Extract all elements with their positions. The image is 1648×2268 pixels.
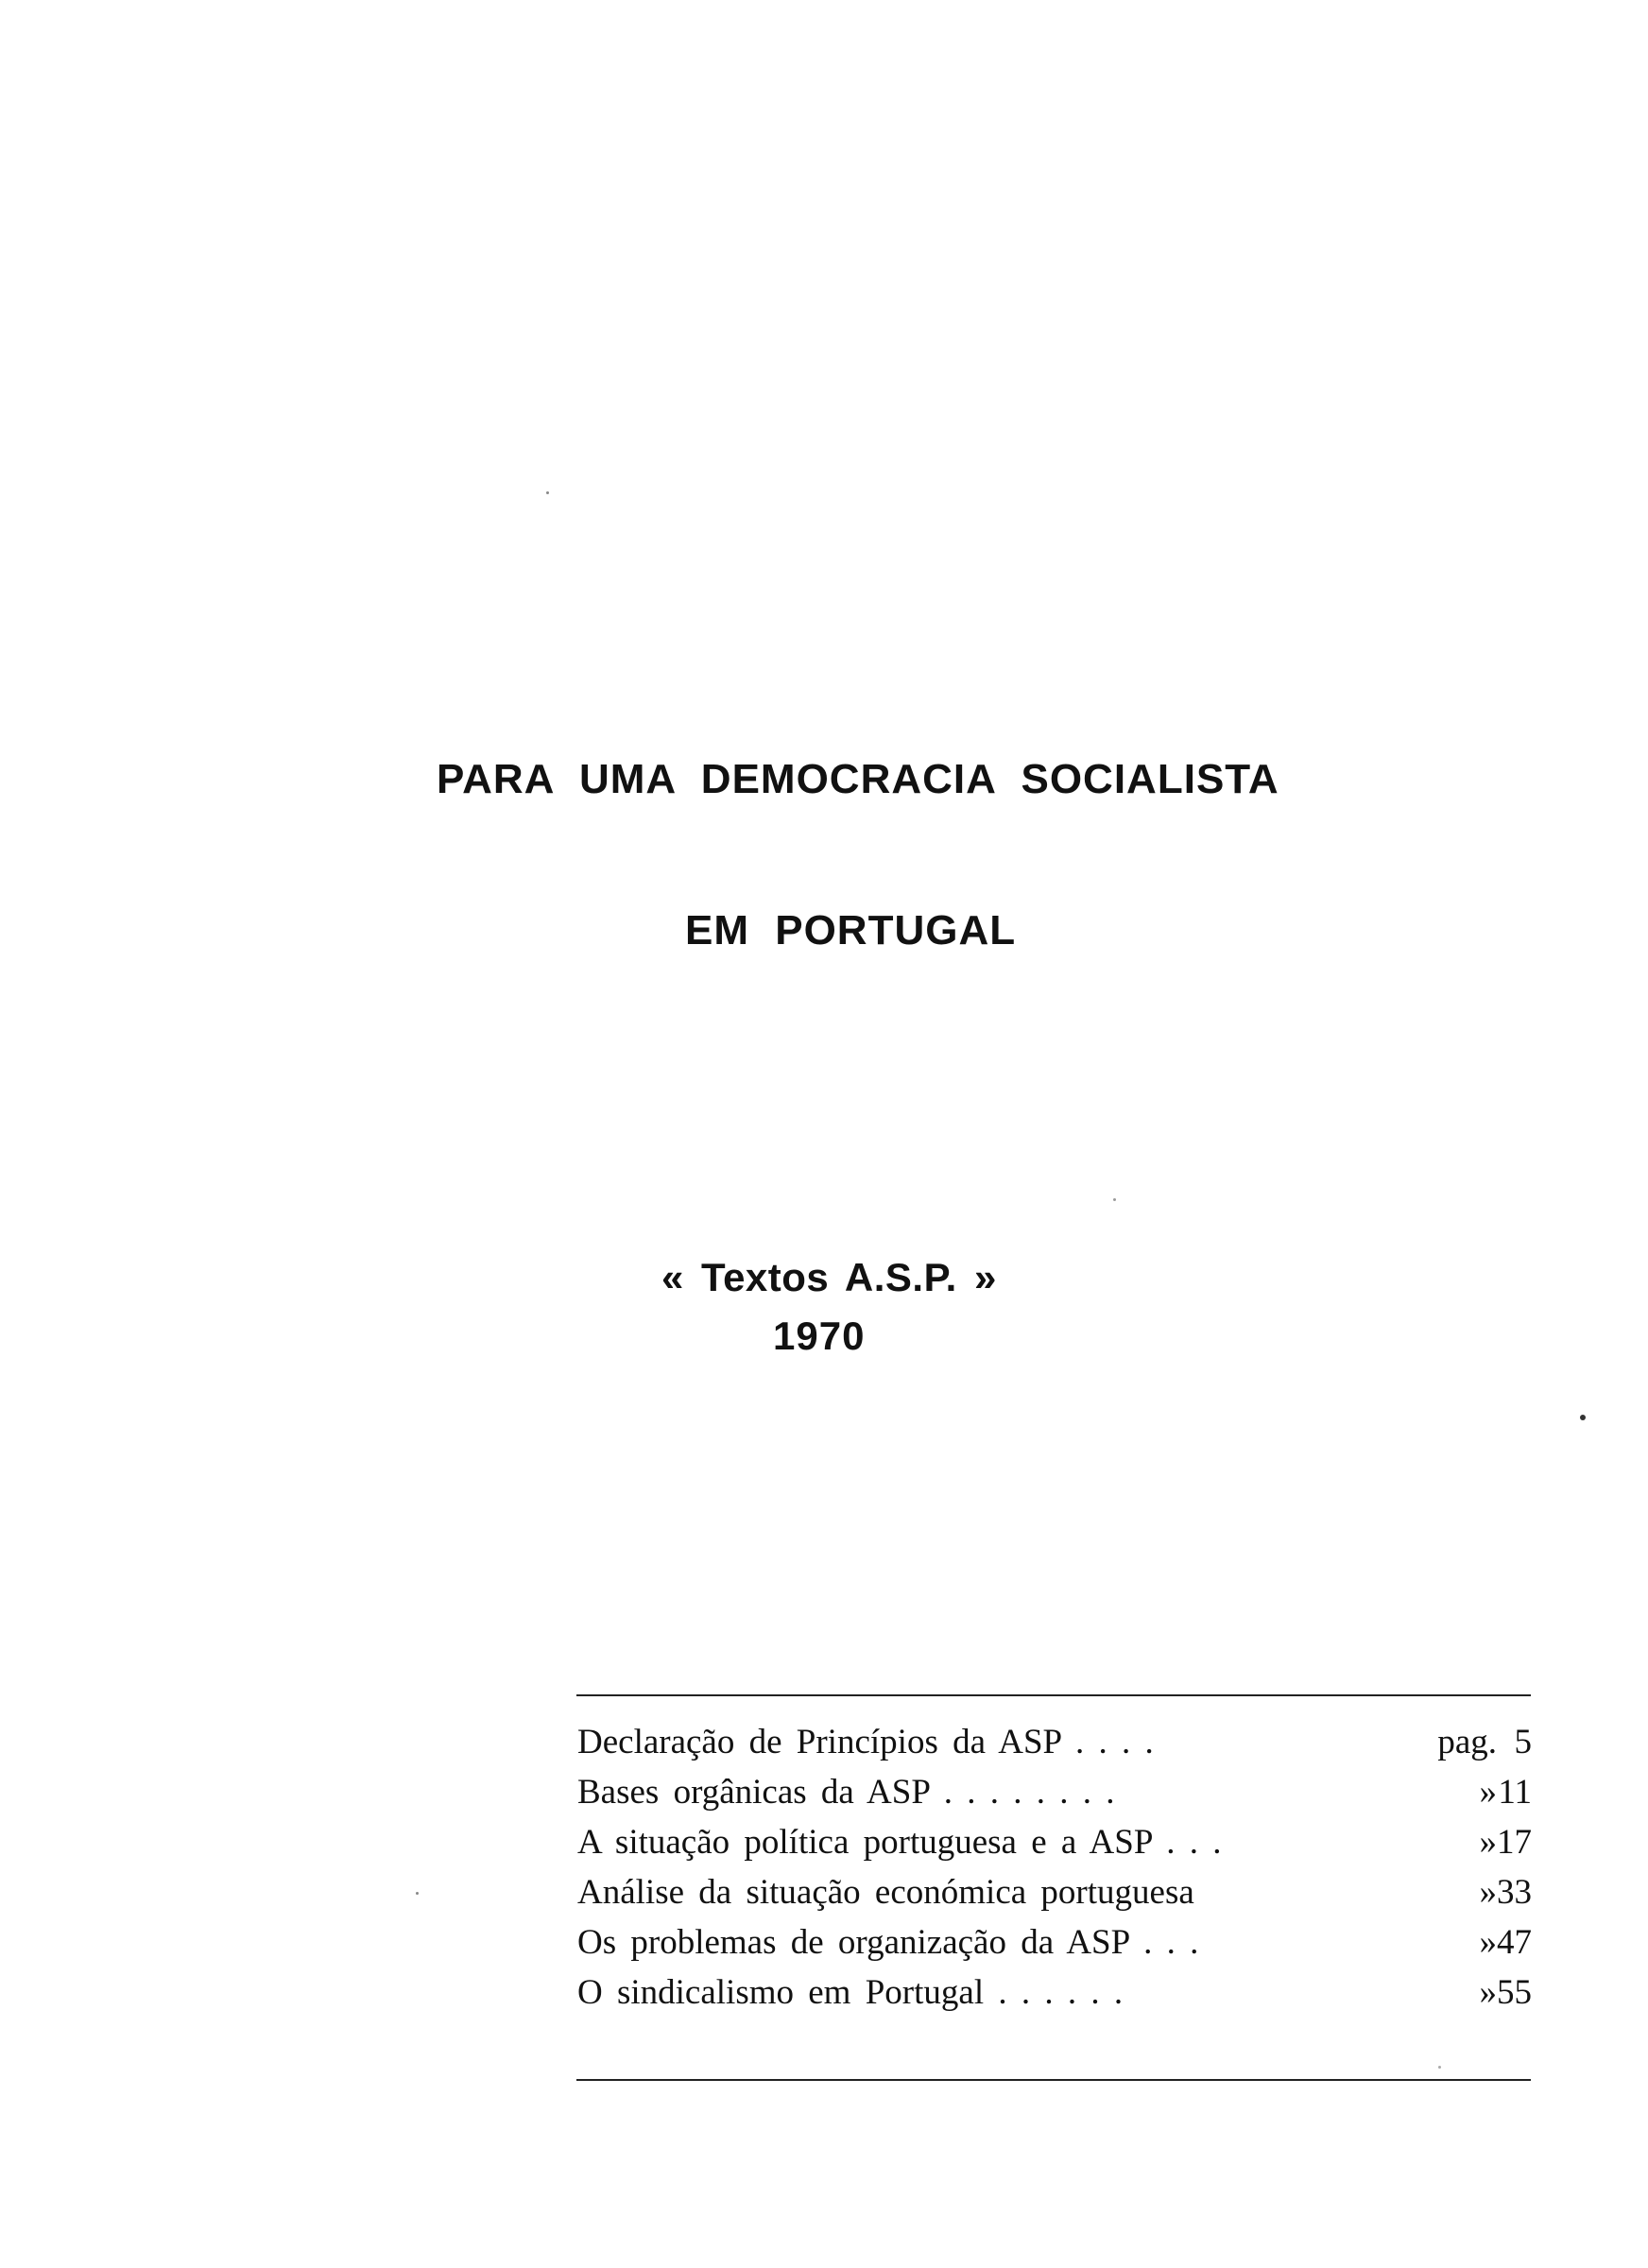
toc-row [577,1972,1532,2022]
toc-entry-ref: » [1479,1823,1497,1862]
scan-speck [416,1892,419,1895]
top-rule [576,1694,1531,1696]
toc-entry-title: Análise da situação económica portuguesa [577,1873,1194,1912]
toc-entry-page: 17 [1497,1823,1532,1862]
series-label: « Textos A.S.P. » [661,1255,997,1299]
bottom-rule [576,2079,1531,2081]
toc-row [577,1872,1532,1922]
toc-row [577,1822,1532,1872]
toc-entry-page: 55 [1497,1973,1532,2012]
title-line-1: PARA UMA DEMOCRACIA SOCIALISTA [437,756,1279,802]
scan-speck [1113,1198,1116,1201]
publication-year: 1970 [773,1314,866,1358]
toc-entry-title: Bases orgânicas da ASP . . . . . . . . [577,1773,1115,1812]
title-line-2: EM PORTUGAL [685,907,1017,954]
scan-speck [1580,1415,1586,1420]
scan-speck [546,491,549,494]
table-of-contents [577,1722,1532,2022]
toc-row [577,1722,1532,1772]
toc-row [577,1922,1532,1972]
toc-entry-page: 47 [1497,1923,1532,1962]
toc-entry-title: Os problemas de organização da ASP . . . [577,1923,1199,1962]
toc-entry-ref: » [1479,1923,1497,1962]
toc-entry-page: 33 [1497,1873,1532,1912]
toc-entry-title: A situação política portuguesa e a ASP . . . [577,1823,1222,1862]
toc-entry-ref: » [1479,1773,1497,1812]
toc-entry-page: 11 [1498,1773,1532,1812]
scan-speck [1438,2066,1441,2069]
toc-entry-ref: » [1479,1973,1497,2012]
toc-entry-ref: pag. [1437,1723,1497,1761]
toc-row [577,1772,1532,1822]
toc-entry-title: Declaração de Princípios da ASP . . . . [577,1723,1154,1761]
toc-entry-ref: » [1479,1873,1497,1912]
toc-entry-page: 5 [1514,1723,1532,1761]
toc-entry-title: O sindicalismo em Portugal . . . . . . [577,1973,1124,2012]
